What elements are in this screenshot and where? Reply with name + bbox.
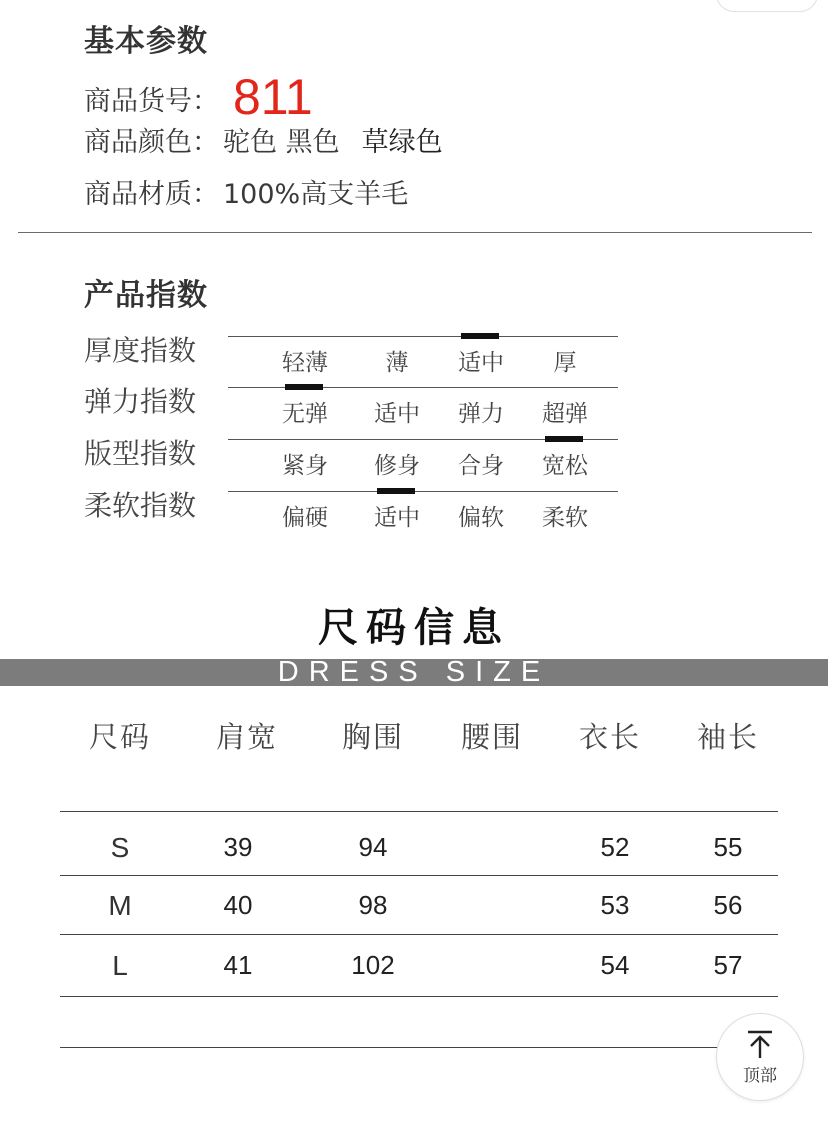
index-option: 修身: [374, 453, 420, 479]
arrow-up-to-top-icon: [745, 1029, 775, 1059]
color-row: [84, 120, 443, 159]
index-label: 版型指数: [84, 437, 197, 470]
size-info-title: 尺码信息: [318, 605, 510, 651]
index-selected-marker: [545, 436, 583, 442]
index-label: 厚度指数: [84, 334, 197, 367]
index-option: 合身: [458, 453, 504, 479]
size-cell-size: L: [112, 950, 128, 981]
size-cell-length: 53: [600, 890, 630, 920]
section-divider: [18, 232, 812, 233]
index-option: 无弹: [282, 401, 328, 427]
top-right-pill-button[interactable]: [716, 0, 818, 12]
index-option: 轻薄: [282, 350, 328, 376]
dress-size-subtitle: DRESS SIZE: [277, 656, 551, 688]
table-line: [60, 934, 778, 935]
back-to-top-button[interactable]: [716, 1013, 804, 1101]
size-column-header: 尺码: [88, 720, 151, 754]
size-cell-chest: 102: [351, 950, 395, 980]
index-option: 柔软: [542, 505, 588, 531]
size-column-header: 衣长: [578, 720, 641, 754]
size-cell-sleeve: 57: [713, 950, 743, 980]
size-cell-shoulder: 39: [223, 832, 253, 862]
index-selected-marker: [377, 488, 415, 494]
index-scale-line: [228, 491, 618, 492]
material-label: 商品材质：: [84, 179, 219, 210]
index-option: 薄: [385, 350, 409, 376]
model-number-label: 商品货号：: [84, 86, 219, 117]
index-option: 偏硬: [282, 505, 328, 531]
index-scale-line: [228, 336, 618, 337]
size-column-header: 肩宽: [215, 720, 278, 754]
size-cell-shoulder: 40: [223, 890, 253, 920]
index-option: 宽松: [542, 453, 588, 479]
index-label: 柔软指数: [84, 489, 197, 522]
index-label: 弹力指数: [84, 385, 197, 418]
color-values: 驼色 黑色: [223, 127, 340, 158]
size-cell-size: M: [108, 890, 132, 921]
material-value: 100%高支羊毛: [223, 179, 409, 210]
model-number-row: [84, 64, 313, 125]
size-column-header: 胸围: [341, 720, 404, 754]
size-cell-shoulder: 41: [223, 950, 253, 980]
size-column-header: 袖长: [696, 720, 759, 754]
table-line: [60, 811, 778, 812]
table-line: [60, 996, 778, 997]
size-column-header: 腰围: [460, 720, 523, 754]
index-option: 厚: [553, 350, 577, 376]
color-value-extra: 草绿色: [361, 127, 443, 158]
size-cell-length: 54: [600, 950, 630, 980]
index-option: 适中: [458, 350, 504, 376]
size-cell-sleeve: 55: [713, 832, 743, 862]
index-selected-marker: [285, 384, 323, 390]
index-option: 适中: [374, 401, 420, 427]
basic-params-title: 基本参数: [84, 24, 208, 59]
table-line: [60, 1047, 778, 1048]
model-number-value: 811: [233, 69, 313, 125]
table-line: [60, 875, 778, 876]
back-to-top-label: 顶部: [743, 1065, 777, 1086]
index-selected-marker: [461, 333, 499, 339]
index-option: 偏软: [458, 505, 504, 531]
size-cell-chest: 98: [358, 890, 388, 920]
product-index-title: 产品指数: [84, 278, 208, 313]
size-cell-chest: 94: [358, 832, 388, 862]
index-option: 适中: [374, 505, 420, 531]
size-cell-size: S: [110, 832, 130, 863]
index-option: 超弹: [542, 401, 588, 427]
index-option: 紧身: [282, 453, 328, 479]
material-row: [84, 172, 408, 211]
size-cell-sleeve: 56: [713, 890, 743, 920]
index-option: 弹力: [458, 401, 504, 427]
size-cell-length: 52: [600, 832, 630, 862]
color-label: 商品颜色：: [84, 127, 219, 158]
